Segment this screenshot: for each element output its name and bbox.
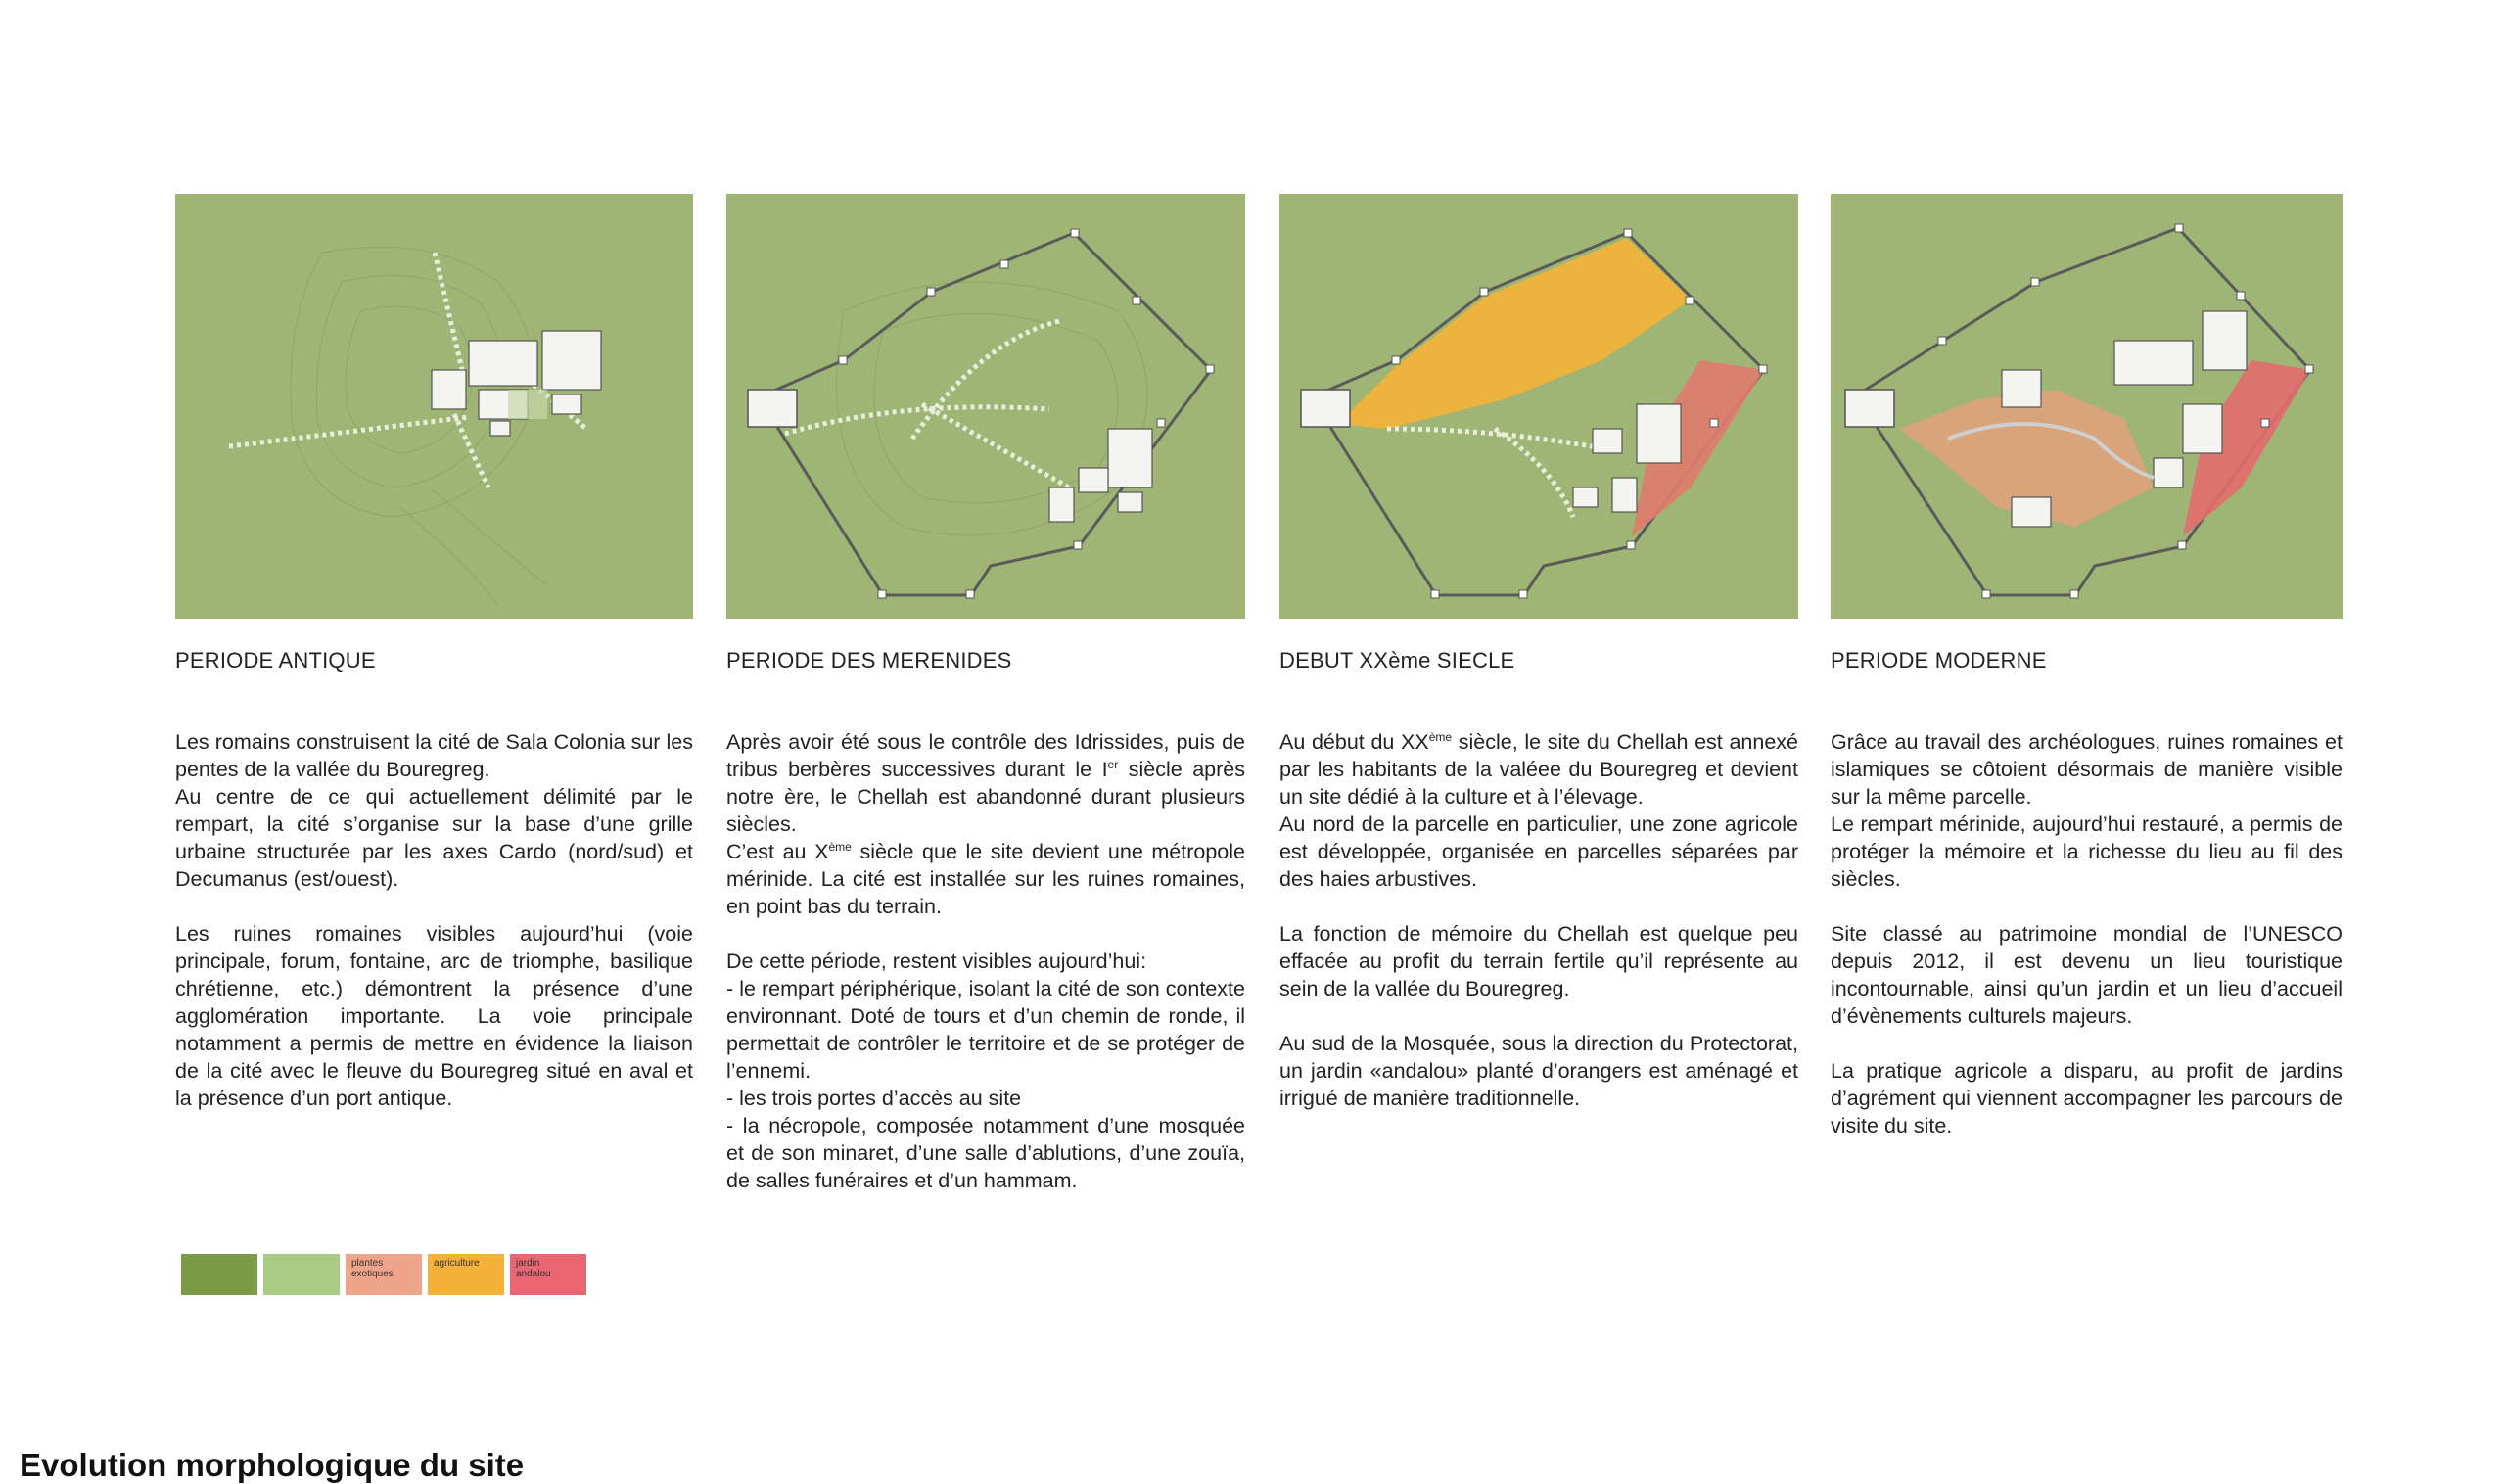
panel-heading: PERIODE MODERNE [1831,648,2047,672]
paragraph: La pratique agricole a disparu, au profit de jardins d’agrément qui viennent accompagner les parcours de visite du site. [1831,1059,2343,1137]
legend-swatch-agriculture [428,1254,504,1295]
paragraph: Les ruines romaines visibles aujourd’hui (voie principale, forum, fontaine, arc de triomphe, basilique chrétienne, etc.) démontrent la présence d’une agglomération importante. La voie principale notamment a permis de mettre en évidence la liaison de la cité avec le fleuve du Bouregreg situé en aval et la présence d’un port antique. [175,922,693,1110]
legend-swatch-plantes-exotiques [346,1254,422,1295]
paragraph: Les romains construisent la cité de Sala Colonia sur les pentes de la vallée du Bouregreg. [175,730,693,781]
legend-swatch-light-green [263,1254,340,1295]
legend-swatch-dark-green [181,1254,257,1295]
paragraph: - le rempart périphérique, isolant la cité de son contexte environnant. Doté de tours et d’un chemin de ronde, il permettait de contrôler le territoire et de se protéger de l’ennemi. [726,977,1245,1083]
legend-label: jardin andalou [516,1258,551,1279]
panel-description [1831,728,2343,1167]
map-periode-moderne [1831,194,2343,619]
paragraph: Le rempart mérinide, aujourd’hui restauré, a permis de protéger la mémoire et la richesse du lieu au fil des siècles. [1831,812,2343,891]
map-periode-merenides [726,194,1245,619]
paragraph: - les trois portes d’accès au site [726,1087,1022,1110]
paragraph: Après avoir été sous le contrôle des Idrissides, puis de tribus berbères successives durant le Ier siècle après notre ère, le Chellah est abandonné durant plusieurs siècles. [726,730,1245,836]
paragraph: Au nord de la parcelle en particulier, une zone agricole est développée, organisée en parcelles séparées par des haies arbustives. [1279,812,1798,891]
map-debut-xxeme-siecle [1279,194,1798,619]
panel-heading: PERIODE DES MERENIDES [726,648,1012,672]
paragraph: Grâce au travail des archéologues, ruines romaines et islamiques se côtoient désormais de manière visible sur la même parcelle. [1831,730,2343,809]
panel-description [175,728,693,1139]
panel-description [1279,728,1798,1139]
paragraph: De cette période, restent visibles aujourd’hui: [726,950,1147,973]
paragraph: C’est au Xème siècle que le site devient une métropole mérinide. La cité est installée sur les ruines romaines, en point bas du terrain. [726,839,1246,918]
paragraph: La fonction de mémoire du Chellah est quelque peu effacée au profit du terrain fertile qu’il représente au sein de la vallée du Bouregreg. [1279,922,1798,1000]
page-title: Evolution morphologique du site [20,1447,525,1483]
paragraph: Au sud de la Mosquée, sous la direction du Protectorat, un jardin «andalou» planté d’orangers est aménagé et irrigué de manière traditionnelle. [1279,1032,1798,1110]
panel-heading: DEBUT XXème SIECLE [1279,648,1515,672]
legend [181,1254,586,1295]
paragraph: Site classé au patrimoine mondial de l’UNESCO depuis 2012, il est devenu un lieu touristique incontournable, ainsi qu’un jardin et un lieu d’accueil d’évènements culturels majeurs. [1831,922,2343,1028]
map-periode-antique [175,194,693,619]
panel-description [726,728,1245,1194]
panel-heading: PERIODE ANTIQUE [175,648,376,672]
legend-swatch-jardin-andalou [510,1254,586,1295]
paragraph: - la nécropole, composée notamment d’une mosquée et de son minaret, d’une salle d’ablutions, d’une zouïa, de salles funéraires et d’un hammam. [726,1114,1245,1192]
paragraph: Au centre de ce qui actuellement délimité par le rempart, la cité s’organise sur la base d’une grille urbaine structurée par les axes Cardo (nord/sud) et Decumanus (est/ouest). [175,785,693,891]
legend-label: plantes exotiques [351,1258,394,1279]
legend-label: agriculture [434,1258,480,1269]
paragraph: Au début du XXème siècle, le site du Chellah est annexé par les habitants de la valéee du Bouregreg et devient un site dédié à la culture et à l’élevage. [1279,729,1798,809]
